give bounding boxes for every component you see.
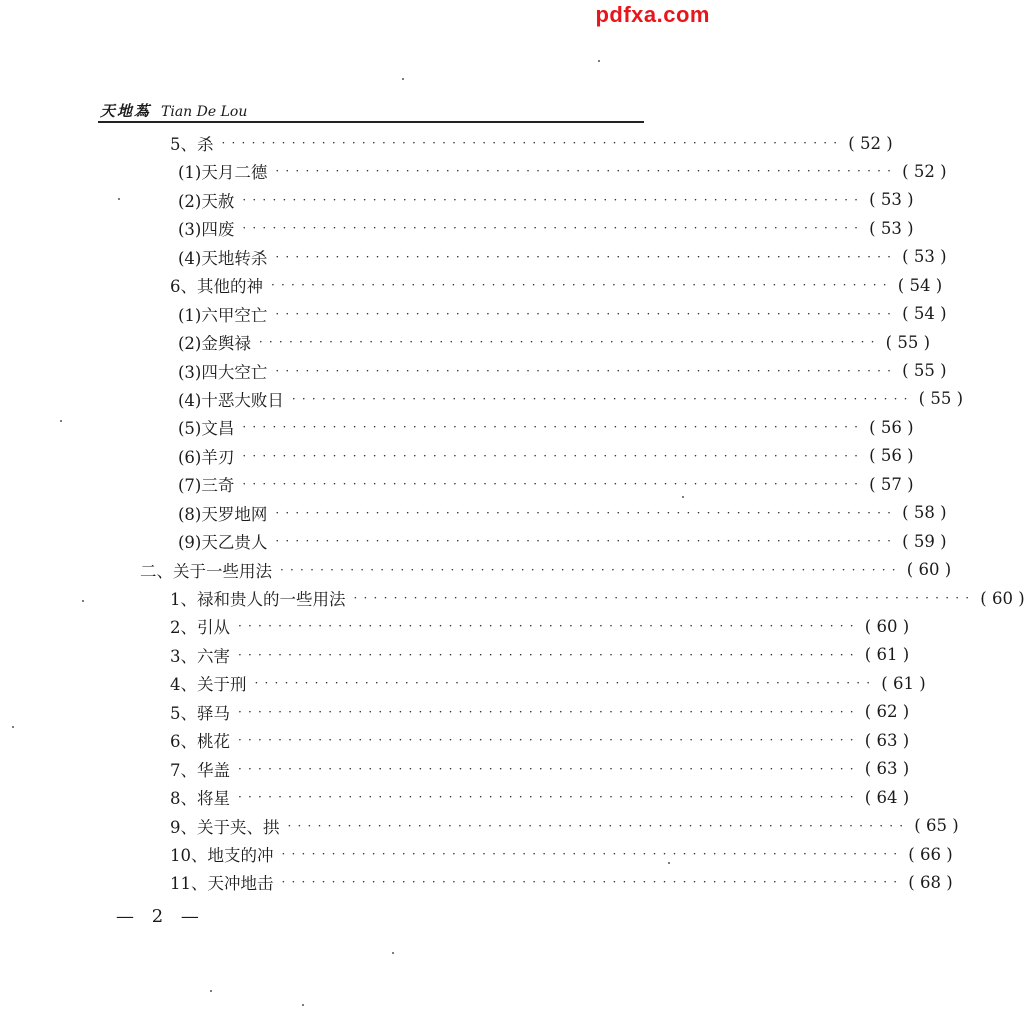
- toc-entry-title: 2、引从: [170, 618, 230, 638]
- toc-entry: [178, 214, 914, 242]
- header-divider: [98, 121, 644, 123]
- scan-speck: [12, 726, 14, 728]
- toc-entry-title: 1、禄和贵人的一些用法: [170, 590, 346, 610]
- toc-leader-dots: · · · · · · · · · · · · · · · · · · · · · · · · · · · · · · · · · · · · · · · · · · · · · · · · · · · · · · · · · · · · · ·: [280, 562, 897, 577]
- toc-entry-page: ( 56 ): [869, 446, 914, 466]
- toc-entry-page: ( 57 ): [869, 474, 914, 494]
- toc-leader-dots: · · · · · · · · · · · · · · · · · · · · · · · · · · · · · · · · · · · · · · · · · · · · · · · · · · · · · · · · · · · · · ·: [242, 192, 860, 207]
- toc-entry-page: ( 54 ): [897, 275, 943, 295]
- toc-entry-title: 6、其他的神: [170, 277, 263, 297]
- toc-leader-dots: · · · · · · · · · · · · · · · · · · · · · · · · · · · · · · · · · · · · · · · · · · · · · · · · · · · · · · · · · · · · · ·: [238, 704, 855, 719]
- toc-entry-page: ( 55 ): [918, 389, 964, 409]
- toc-entry-page: ( 62 ): [864, 702, 910, 722]
- toc-leader-dots: · · · · · · · · · · · · · · · · · · · · · · · · · · · · · · · · · · · · · · · · · · · · · · · · · · · · · · · · · · · · · ·: [287, 818, 905, 833]
- toc-entry-title: (1)天月二德: [178, 163, 268, 183]
- toc-leader-dots: · · · · · · · · · · · · · · · · · · · · · · · · · · · · · · · · · · · · · · · · · · · · · · · · · · · · · · · · · · · · · ·: [291, 391, 909, 406]
- toc-entry-title: (2)金舆禄: [178, 334, 251, 354]
- toc-entry-title: 11、天冲地击: [170, 874, 274, 894]
- toc-entry: [178, 413, 914, 441]
- scan-speck: [598, 60, 600, 62]
- scan-speck: [82, 600, 84, 602]
- toc-entry-title: 二、关于一些用法: [140, 561, 272, 581]
- toc-leader-dots: · · · · · · · · · · · · · · · · · · · · · · · · · · · · · · · · · · · · · · · · · · · · · · · · · · · · · · · · · · · · · ·: [238, 790, 855, 805]
- scan-speck: [392, 952, 394, 954]
- toc-leader-dots: · · · · · · · · · · · · · · · · · · · · · · · · · · · · · · · · · · · · · · · · · · · · · · · · · · · · · · · · · · · · · ·: [275, 534, 893, 549]
- toc-leader-dots: · · · · · · · · · · · · · · · · · · · · · · · · · · · · · · · · · · · · · · · · · · · · · · · · · · · · · · · · · · · · · ·: [242, 448, 860, 463]
- toc-entry: [170, 726, 910, 754]
- toc-entry: [178, 357, 947, 385]
- scan-speck: [302, 1004, 304, 1006]
- scan-speck: [60, 420, 62, 422]
- toc-entry-page: ( 53 ): [902, 247, 947, 267]
- toc-entry-title: 5、杀: [170, 135, 214, 154]
- toc-entry: [170, 129, 893, 157]
- header-title-chinese: 天地蒍: [100, 102, 152, 120]
- toc-leader-dots: · · · · · · · · · · · · · · · · · · · · · · · · · · · · · · · · · · · · · · · · · · · · · · · · · · · · · · · · · · · · · ·: [242, 221, 860, 236]
- toc-entry-title: 8、将星: [170, 789, 230, 809]
- toc-leader-dots: · · · · · · · · · · · · · · · · · · · · · · · · · · · · · · · · · · · · · · · · · · · · · · · · · · · · · · · · · · · · · ·: [258, 335, 876, 350]
- toc-entry-page: ( 59 ): [902, 531, 947, 551]
- toc-entry-page: ( 63 ): [864, 730, 910, 750]
- toc-entry: [178, 442, 914, 470]
- toc-entry: [178, 157, 947, 185]
- toc-entry-title: (4)天地转杀: [178, 248, 268, 268]
- toc-entry-title: 7、华盖: [170, 760, 230, 780]
- toc-entry-page: ( 52 ): [848, 133, 893, 153]
- toc-entry-title: (4)十恶大败日: [178, 390, 284, 410]
- toc-leader-dots: · · · · · · · · · · · · · · · · · · · · · · · · · · · · · · · · · · · · · · · · · · · · · · · · · · · · · · · · · · · · · ·: [275, 306, 893, 321]
- toc-entry-page: ( 53 ): [869, 218, 914, 238]
- toc-entry: [170, 584, 1025, 612]
- toc-leader-dots: · · · · · · · · · · · · · · · · · · · · · · · · · · · · · · · · · · · · · · · · · · · · · · · · · · · · · · · · · · · · · ·: [275, 363, 893, 378]
- toc-leader-dots: · · · · · · · · · · · · · · · · · · · · · · · · · · · · · · · · · · · · · · · · · · · · · · · · · · · · · · · · · · · · · ·: [275, 249, 893, 264]
- toc-entry-title: (5)文昌: [178, 419, 235, 439]
- toc-entry: [178, 527, 947, 555]
- toc-entry: [140, 556, 952, 584]
- toc-leader-dots: · · · · · · · · · · · · · · · · · · · · · · · · · · · · · · · · · · · · · · · · · · · · · · · · · · · · · · · · · · · · · ·: [242, 477, 860, 492]
- toc-entry-page: ( 55 ): [902, 361, 947, 381]
- toc-entry-title: 4、关于刑: [170, 675, 247, 695]
- toc-leader-dots: · · · · · · · · · · · · · · · · · · · · · · · · · · · · · · · · · · · · · · · · · · · · · · · · · · · · · · · · · · · · · ·: [275, 164, 893, 179]
- toc-entry-page: ( 66 ): [908, 844, 953, 864]
- toc-leader-dots: · · · · · · · · · · · · · · · · · · · · · · · · · · · · · · · · · · · · · · · · · · · · · · · · · · · · · · · · · · · · · ·: [238, 761, 855, 776]
- page-number: — 2 —: [116, 906, 205, 927]
- toc-entry-page: ( 60 ): [864, 616, 910, 636]
- toc-entry-title: (1)六甲空亡: [178, 305, 268, 325]
- toc-entry: [170, 840, 953, 868]
- scan-speck: [402, 78, 404, 80]
- toc-leader-dots: · · · · · · · · · · · · · · · · · · · · · · · · · · · · · · · · · · · · · · · · · · · · · · · · · · · · · · · · · · · · · ·: [281, 847, 899, 861]
- toc-entry: [170, 812, 959, 840]
- toc-entry-page: ( 56 ): [869, 417, 914, 437]
- toc-entry-page: ( 60 ): [980, 588, 1025, 608]
- toc-entry-page: ( 58 ): [902, 503, 947, 523]
- toc-entry: [178, 328, 931, 356]
- scan-speck: [210, 990, 212, 992]
- toc-leader-dots: · · · · · · · · · · · · · · · · · · · · · · · · · · · · · · · · · · · · · · · · · · · · · · · · · · · · · · · · · · · · · ·: [353, 591, 971, 606]
- toc-entry-page: ( 55 ): [885, 332, 931, 352]
- toc-entry: [170, 669, 926, 697]
- toc-entry-page: ( 64 ): [864, 787, 910, 807]
- toc-leader-dots: · · · · · · · · · · · · · · · · · · · · · · · · · · · · · · · · · · · · · · · · · · · · · · · · · · · · · · · · · · · · · ·: [221, 136, 839, 150]
- toc-entry: [170, 783, 910, 811]
- toc-entry-page: ( 61 ): [864, 645, 910, 665]
- toc-entry-title: 5、驿马: [170, 703, 230, 723]
- toc-entry-title: (3)四废: [178, 220, 235, 240]
- scan-speck: [118, 198, 120, 200]
- toc-entry-page: ( 68 ): [908, 872, 953, 892]
- toc-entry: [170, 755, 910, 783]
- toc-entry-title: (2)天赦: [178, 191, 235, 211]
- toc-entry: [170, 271, 943, 299]
- toc-entry: [170, 641, 910, 669]
- toc-leader-dots: · · · · · · · · · · · · · · · · · · · · · · · · · · · · · · · · · · · · · · · · · · · · · · · · · · · · · · · · · · · · · ·: [271, 278, 888, 293]
- toc-entry: [170, 698, 910, 726]
- toc-entry-title: (9)天乙贵人: [178, 533, 268, 553]
- toc-entry-page: ( 60 ): [906, 560, 952, 580]
- watermark-text: pdfxa.com: [595, 2, 710, 27]
- toc-entry-page: ( 53 ): [869, 190, 914, 210]
- toc-leader-dots: · · · · · · · · · · · · · · · · · · · · · · · · · · · · · · · · · · · · · · · · · · · · · · · · · · · · · · · · · · · · · ·: [254, 676, 872, 691]
- toc-entry-title: (3)四大空亡: [178, 362, 268, 382]
- toc-entry: [170, 868, 953, 896]
- toc-entry: [178, 385, 964, 413]
- toc-entry-title: 6、桃花: [170, 732, 230, 752]
- running-header: [100, 100, 247, 121]
- toc-leader-dots: · · · · · · · · · · · · · · · · · · · · · · · · · · · · · · · · · · · · · · · · · · · · · · · · · · · · · · · · · · · · · ·: [238, 647, 855, 662]
- toc-entry: [170, 612, 910, 640]
- toc-leader-dots: · · · · · · · · · · · · · · · · · · · · · · · · · · · · · · · · · · · · · · · · · · · · · · · · · · · · · · · · · · · · · ·: [238, 619, 855, 634]
- scan-speck: [668, 862, 670, 864]
- toc-entry-page: ( 61 ): [881, 673, 926, 693]
- toc-leader-dots: · · · · · · · · · · · · · · · · · · · · · · · · · · · · · · · · · · · · · · · · · · · · · · · · · · · · · · · · · · · · · ·: [242, 420, 860, 435]
- toc-entry: [178, 499, 947, 527]
- toc-entry-page: ( 65 ): [914, 816, 959, 836]
- toc-entry-title: 3、六害: [170, 646, 230, 666]
- toc-entry-page: ( 54 ): [902, 304, 947, 324]
- toc-leader-dots: · · · · · · · · · · · · · · · · · · · · · · · · · · · · · · · · · · · · · · · · · · · · · · · · · · · · · · · · · · · · · ·: [275, 505, 893, 520]
- toc-entry-title: 10、地支的冲: [170, 846, 274, 865]
- toc-entry: [178, 243, 947, 271]
- toc-entry: [178, 186, 914, 214]
- toc-entry: [178, 470, 914, 498]
- toc-entry-page: ( 63 ): [864, 759, 910, 779]
- toc-entry-title: (6)羊刃: [178, 447, 235, 467]
- toc-entry-page: ( 52 ): [902, 161, 947, 181]
- header-title-english: Tian De Lou: [161, 104, 248, 120]
- scan-speck: [682, 496, 684, 498]
- toc-entry-title: (7)三奇: [178, 476, 235, 496]
- toc-entry: [178, 300, 947, 328]
- toc-leader-dots: · · · · · · · · · · · · · · · · · · · · · · · · · · · · · · · · · · · · · · · · · · · · · · · · · · · · · · · · · · · · · ·: [238, 733, 855, 748]
- toc-leader-dots: · · · · · · · · · · · · · · · · · · · · · · · · · · · · · · · · · · · · · · · · · · · · · · · · · · · · · · · · · · · · · ·: [281, 875, 899, 890]
- toc-entry-title: (8)天罗地网: [178, 504, 268, 524]
- toc-entry-title: 9、关于夹、拱: [170, 817, 280, 837]
